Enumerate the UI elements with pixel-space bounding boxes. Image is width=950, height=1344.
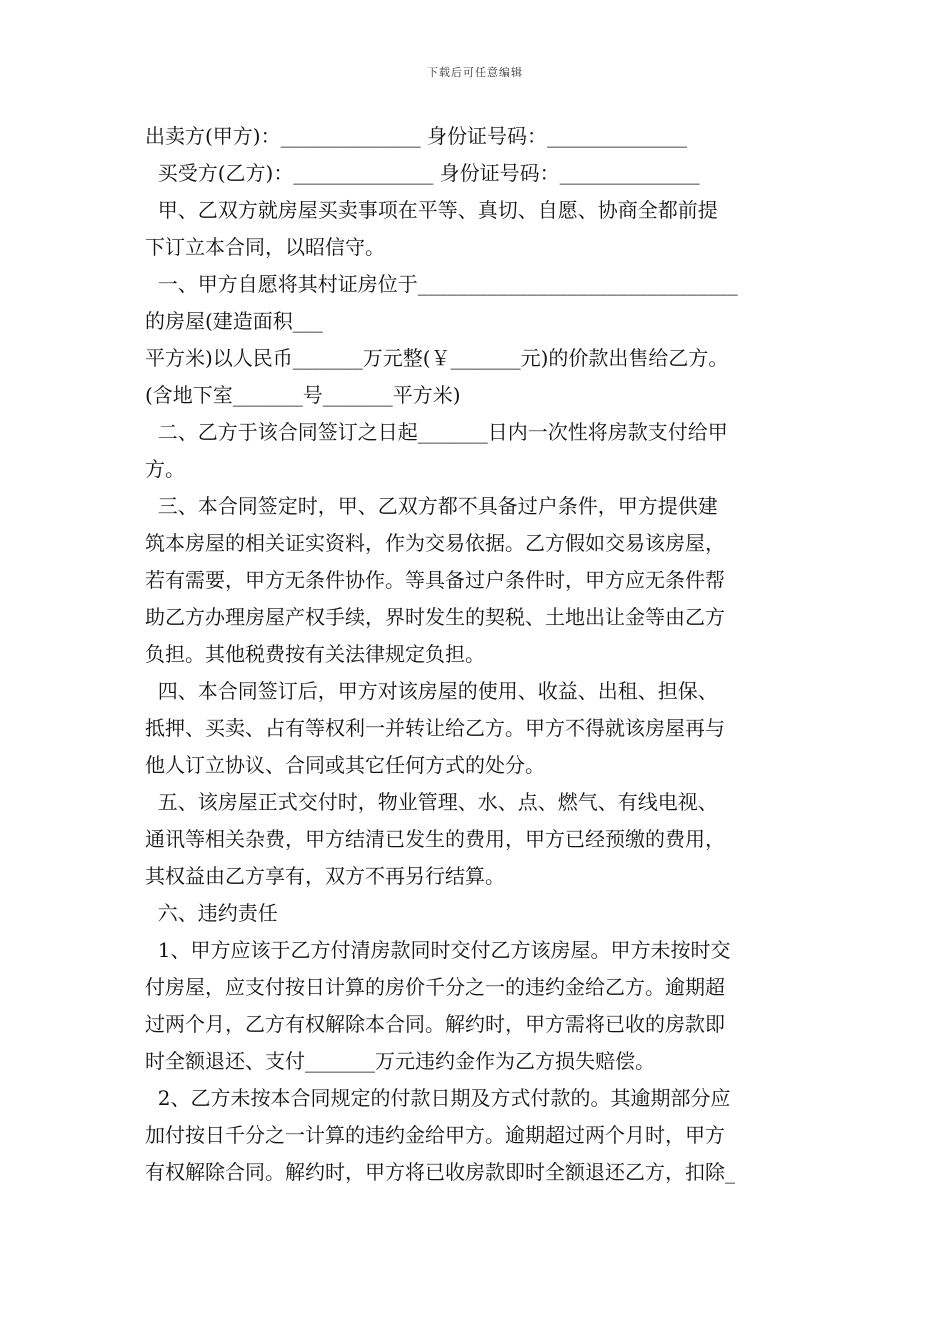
clause-4-line: 抵押、买卖、占有等权利一并转让给乙方。甲方不得就该房屋再与 <box>145 716 725 740</box>
clause-2-line: 二、乙方于该合同签订之日起_______日内一次性将房款支付给甲 <box>145 420 728 444</box>
clause-4-line: 他人订立协议、合同或其它任何方式的处分。 <box>145 753 545 777</box>
clause-6-1-line: 时全额退还、支付_______万元违约金作为乙方损失赔偿。 <box>145 1049 655 1073</box>
clause-3-line: 助乙方办理房屋产权手续，界时发生的契税、土地出让金等由乙方 <box>145 605 725 629</box>
clause-3-line: 三、本合同签定时，甲、乙双方都不具备过户条件，甲方提供建 <box>145 494 718 518</box>
preamble-line: 下订立本合同，以昭信守。 <box>145 235 385 259</box>
clause-3-line: 负担。其他税费按有关法律规定负担。 <box>145 642 485 666</box>
clause-6-2-line: 2、乙方未按本合同规定的付款日期及方式付款的。其逾期部分应 <box>145 1086 731 1110</box>
clause-6-heading: 六、违约责任 <box>145 901 278 925</box>
clause-6-1-line: 1、甲方应该于乙方付清房款同时交付乙方该房屋。甲方未按时交 <box>145 938 731 962</box>
clause-4-line: 四、本合同签订后，甲方对该房屋的使用、收益、出租、担保、 <box>145 679 718 703</box>
clause-3-line: 若有需要，甲方无条件协作。等具备过户条件时，甲方应无条件帮 <box>145 568 725 592</box>
clause-1-line: 一、甲方自愿将其村证房位于________________________________ <box>145 272 738 296</box>
clause-1-line: (含地下室_______号_______平方米) <box>145 383 461 407</box>
clause-3-line: 筑本房屋的相关证实资料，作为交易依据。乙方假如交易该房屋， <box>145 531 725 555</box>
clause-6-2-line: 有权解除合同。解约时，甲方将已收房款即时全额退还乙方，扣除_ <box>145 1160 735 1184</box>
clause-5-line: 五、该房屋正式交付时，物业管理、水、点、燃气、有线电视、 <box>145 790 718 814</box>
clause-5-line: 通讯等相关杂费，甲方结清已发生的费用，甲方已经预缴的费用， <box>145 827 725 851</box>
clause-2-line: 方。 <box>145 457 185 481</box>
clause-6-1-line: 过两个月，乙方有权解除本合同。解约时，甲方需将已收的房款即 <box>145 1012 725 1036</box>
page-header-note: 下载后可任意编辑 <box>427 66 523 79</box>
seller-line: 出卖方(甲方)：______________ 身份证号码：______________ <box>145 124 687 148</box>
clause-6-1-line: 付房屋，应支付按日计算的房价千分之一的违约金给乙方。逾期超 <box>145 975 725 999</box>
contract-body <box>145 118 810 1191</box>
clause-1-line: 平方米)以人民币_______万元整(￥_______元)的价款出售给乙方。 <box>145 346 729 370</box>
buyer-line: 买受方(乙方)：______________ 身份证号码：______________ <box>145 161 700 185</box>
clause-6-2-line: 加付按日千分之一计算的违约金给甲方。逾期超过两个月时，甲方 <box>145 1123 725 1147</box>
clause-5-line: 其权益由乙方享有，双方不再另行结算。 <box>145 864 505 888</box>
preamble-line: 甲、乙双方就房屋买卖事项在平等、真切、自愿、协商全都前提 <box>145 198 718 222</box>
clause-1-line: 的房屋(建造面积___ <box>145 309 323 333</box>
